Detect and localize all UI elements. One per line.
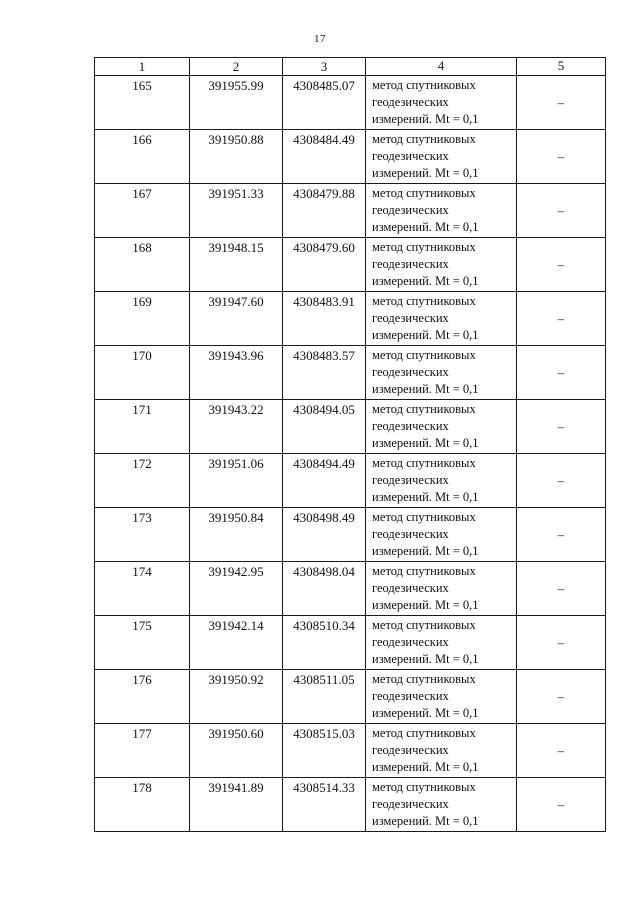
point-number-cell: 171 [95, 400, 190, 454]
col5-dash-cell: – [517, 616, 606, 670]
method-text-line: геодезических [372, 689, 449, 703]
y-coordinate-cell: 4308511.05 [283, 670, 366, 724]
header-col-5: 5 [517, 58, 606, 76]
table-row [95, 346, 606, 400]
col5-dash-cell: – [517, 346, 606, 400]
header-col-3: 3 [283, 58, 366, 76]
x-coordinate-cell: 391955.99 [190, 76, 283, 130]
method-text-line: геодезических [372, 203, 449, 217]
method-cell [366, 400, 517, 454]
y-coordinate-cell: 4308479.88 [283, 184, 366, 238]
table-row [95, 724, 606, 778]
method-cell [366, 562, 517, 616]
method-text-line: измерений. Mt = 0,1 [372, 166, 479, 180]
col5-dash-cell: – [517, 508, 606, 562]
method-text-line: измерений. Mt = 0,1 [372, 328, 479, 342]
table-row [95, 508, 606, 562]
method-text-line: измерений. Mt = 0,1 [372, 220, 479, 234]
method-text-line: измерений. Mt = 0,1 [372, 814, 479, 828]
col5-dash-cell: – [517, 778, 606, 832]
point-number-cell: 168 [95, 238, 190, 292]
header-row [95, 58, 606, 76]
method-cell [366, 184, 517, 238]
method-text-line: метод спутниковых [372, 618, 476, 632]
x-coordinate-cell: 391942.95 [190, 562, 283, 616]
table-row [95, 400, 606, 454]
y-coordinate-cell: 4308514.33 [283, 778, 366, 832]
method-text-line: измерений. Mt = 0,1 [372, 652, 479, 666]
x-coordinate-cell: 391947.60 [190, 292, 283, 346]
point-number-cell: 166 [95, 130, 190, 184]
col5-dash-cell: – [517, 292, 606, 346]
col5-dash-cell: – [517, 238, 606, 292]
y-coordinate-cell: 4308479.60 [283, 238, 366, 292]
method-text-line: измерений. Mt = 0,1 [372, 274, 479, 288]
point-number-cell: 173 [95, 508, 190, 562]
method-text-line: измерений. Mt = 0,1 [372, 544, 479, 558]
coordinates-table [94, 57, 606, 832]
col5-dash-cell: – [517, 76, 606, 130]
method-text-line: метод спутниковых [372, 672, 476, 686]
method-text-line: метод спутниковых [372, 240, 476, 254]
col5-dash-cell: – [517, 184, 606, 238]
method-text-line: измерений. Mt = 0,1 [372, 760, 479, 774]
y-coordinate-cell: 4308484.49 [283, 130, 366, 184]
method-text-line: метод спутниковых [372, 78, 476, 92]
point-number-cell: 175 [95, 616, 190, 670]
table-row [95, 562, 606, 616]
method-cell [366, 508, 517, 562]
method-text-line: метод спутниковых [372, 726, 476, 740]
method-cell [366, 670, 517, 724]
y-coordinate-cell: 4308498.49 [283, 508, 366, 562]
x-coordinate-cell: 391951.33 [190, 184, 283, 238]
x-coordinate-cell: 391950.84 [190, 508, 283, 562]
point-number-cell: 172 [95, 454, 190, 508]
method-cell [366, 616, 517, 670]
method-cell [366, 238, 517, 292]
col5-dash-cell: – [517, 454, 606, 508]
y-coordinate-cell: 4308510.34 [283, 616, 366, 670]
method-text-line: геодезических [372, 149, 449, 163]
y-coordinate-cell: 4308515.03 [283, 724, 366, 778]
method-text-line: геодезических [372, 527, 449, 541]
x-coordinate-cell: 391941.89 [190, 778, 283, 832]
method-text-line: геодезических [372, 257, 449, 271]
method-text-line: метод спутниковых [372, 402, 476, 416]
method-text-line: метод спутниковых [372, 186, 476, 200]
x-coordinate-cell: 391950.60 [190, 724, 283, 778]
y-coordinate-cell: 4308483.91 [283, 292, 366, 346]
point-number-cell: 169 [95, 292, 190, 346]
method-text-line: измерений. Mt = 0,1 [372, 598, 479, 612]
header-col-2: 2 [190, 58, 283, 76]
x-coordinate-cell: 391951.06 [190, 454, 283, 508]
y-coordinate-cell: 4308494.05 [283, 400, 366, 454]
method-text-line: геодезических [372, 419, 449, 433]
x-coordinate-cell: 391948.15 [190, 238, 283, 292]
method-text-line: измерений. Mt = 0,1 [372, 112, 479, 126]
method-cell [366, 130, 517, 184]
y-coordinate-cell: 4308494.49 [283, 454, 366, 508]
point-number-cell: 178 [95, 778, 190, 832]
point-number-cell: 170 [95, 346, 190, 400]
method-text-line: метод спутниковых [372, 132, 476, 146]
table-body [95, 76, 606, 832]
y-coordinate-cell: 4308498.04 [283, 562, 366, 616]
x-coordinate-cell: 391950.92 [190, 670, 283, 724]
method-cell [366, 292, 517, 346]
header-col-4: 4 [366, 58, 517, 76]
x-coordinate-cell: 391943.96 [190, 346, 283, 400]
method-text-line: геодезических [372, 635, 449, 649]
col5-dash-cell: – [517, 130, 606, 184]
table-row [95, 778, 606, 832]
method-text-line: метод спутниковых [372, 780, 476, 794]
point-number-cell: 174 [95, 562, 190, 616]
table-row [95, 670, 606, 724]
point-number-cell: 165 [95, 76, 190, 130]
method-text-line: измерений. Mt = 0,1 [372, 706, 479, 720]
x-coordinate-cell: 391942.14 [190, 616, 283, 670]
method-text-line: метод спутниковых [372, 564, 476, 578]
page-number: 17 [314, 33, 326, 45]
method-text-line: геодезических [372, 581, 449, 595]
table-row [95, 238, 606, 292]
table-row [95, 76, 606, 130]
method-text-line: геодезических [372, 797, 449, 811]
method-cell [366, 454, 517, 508]
point-number-cell: 177 [95, 724, 190, 778]
table-row [95, 292, 606, 346]
header-col-1: 1 [95, 58, 190, 76]
method-text-line: метод спутниковых [372, 294, 476, 308]
col5-dash-cell: – [517, 562, 606, 616]
method-cell [366, 778, 517, 832]
method-text-line: геодезических [372, 743, 449, 757]
x-coordinate-cell: 391943.22 [190, 400, 283, 454]
table-row [95, 130, 606, 184]
table-row [95, 616, 606, 670]
method-cell [366, 346, 517, 400]
y-coordinate-cell: 4308483.57 [283, 346, 366, 400]
point-number-cell: 167 [95, 184, 190, 238]
method-cell [366, 724, 517, 778]
point-number-cell: 176 [95, 670, 190, 724]
method-text-line: геодезических [372, 365, 449, 379]
method-text-line: геодезических [372, 473, 449, 487]
method-text-line: измерений. Mt = 0,1 [372, 490, 479, 504]
table-header [95, 58, 606, 76]
table-row [95, 184, 606, 238]
method-text-line: метод спутниковых [372, 348, 476, 362]
table-row [95, 454, 606, 508]
method-text-line: измерений. Mt = 0,1 [372, 436, 479, 450]
col5-dash-cell: – [517, 400, 606, 454]
method-text-line: геодезических [372, 311, 449, 325]
method-cell [366, 76, 517, 130]
col5-dash-cell: – [517, 670, 606, 724]
method-text-line: метод спутниковых [372, 456, 476, 470]
col5-dash-cell: – [517, 724, 606, 778]
method-text-line: измерений. Mt = 0,1 [372, 382, 479, 396]
method-text-line: геодезических [372, 95, 449, 109]
method-text-line: метод спутниковых [372, 510, 476, 524]
x-coordinate-cell: 391950.88 [190, 130, 283, 184]
y-coordinate-cell: 4308485.07 [283, 76, 366, 130]
